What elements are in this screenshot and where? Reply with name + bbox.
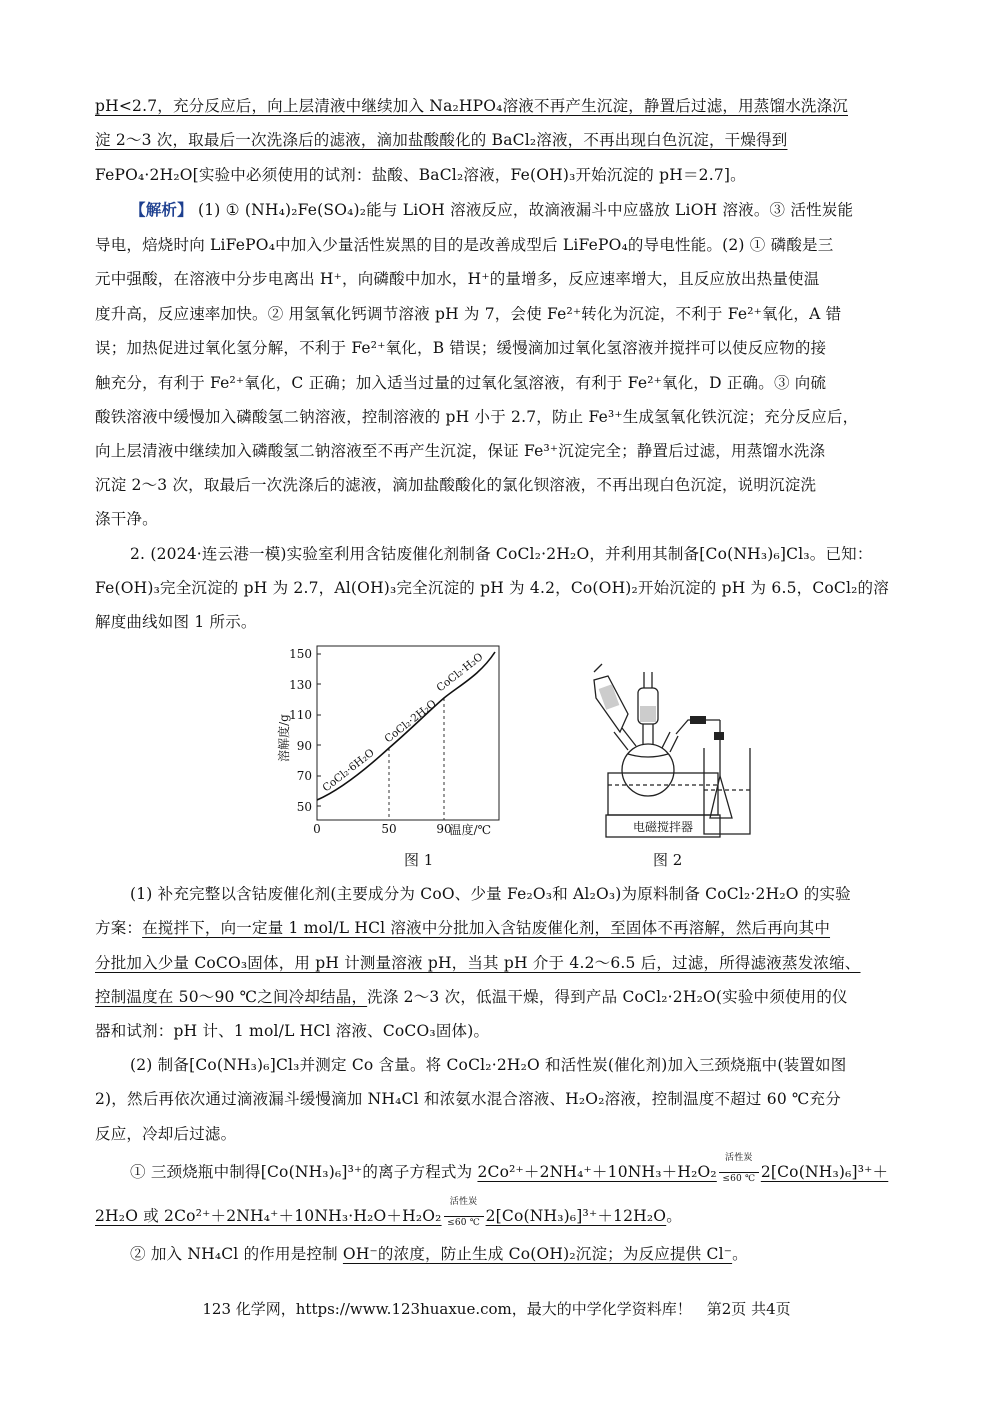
question-text: Fe(OH)₃完全沉淀的 pH 为 2.7，Al(OH)₃完全沉淀的 pH 为 4.2，Co(OH)₂开始沉淀的 pH 为 6.5，CoCl₂的溶 (95, 579, 889, 597)
analysis-text: 导电，焙烧时向 LiFePO₄中加入少量活性炭黑的目的是改善成型后 LiFePO₄的导电性能。(2) ① 磷酸是三 (95, 236, 834, 254)
answer-text: FePO₄·2H₂O[实验中必须使用的试剂：盐酸、BaCl₂溶液，Fe(OH)₃开始沉淀的 pH＝2.7]。 (95, 166, 746, 184)
y-tick: 50 (296, 800, 312, 814)
question-text: 2)，然后再依次通过滴液漏斗缓慢滴加 NH₄Cl 和浓氨水混合溶液、H₂O₂溶液，控制温度不超过 60 ℃充分 (95, 1090, 841, 1108)
question-text: ② 加入 NH₄Cl 的作用是控制 (130, 1245, 343, 1263)
answer-text: 在搅拌下，向一定量 1 mol/L HCl 溶液中分批加入含钴废催化剂，至固体不再溶解，然后再向其中 (142, 919, 831, 937)
question-text: (2) 制备[Co(NH₃)₆]Cl₃并测定 Co 含量。将 CoCl₂·2H₂O 和活性炭(催化剂)加入三颈烧瓶中(装置如图 (130, 1056, 847, 1074)
equation-text: 2[Co(NH₃)₆]³⁺＋ (760, 1163, 889, 1181)
analysis-text: 酸铁溶液中缓慢加入磷酸氢二钠溶液，控制溶液的 pH 小于 2.7，防止 Fe³⁺生成氢氧化铁沉淀；充分反应后， (95, 408, 859, 426)
answer-text: pH<2.7，充分反应后，向上层清液中继续加入 Na₂HPO₄溶液不再产生沉淀，静置后过滤，用蒸馏水洗涤沉 (95, 97, 848, 115)
solubility-chart (270, 640, 510, 840)
y-axis-label: 溶解度/g (277, 714, 291, 762)
question-text: 方案： (95, 919, 143, 937)
answer-text: 淀 2～3 次，取最后一次洗涤后的滤液，滴加盐酸酸化的 BaCl₂溶液，不再出现白色沉淀，干燥得到 (95, 131, 788, 149)
equation-text: 2H₂O 或 2Co²⁺＋2NH₄⁺＋10NH₃·H₂O＋H₂O₂ (95, 1207, 442, 1225)
answer-text: 分批加入少量 CoCO₃固体，用 pH 计测量溶液 pH，当其 pH 介于 4.2～6.5 后，过滤，所得滤液蒸发浓缩、 (95, 954, 861, 972)
question-text: 。 (732, 1245, 748, 1263)
reaction-condition: 活性炭 ≤60 ℃ (442, 1206, 486, 1226)
answer-text: 控制温度在 50～90 ℃之间冷却结晶， (95, 988, 368, 1006)
question-text: (1) 补充完整以含钴废催化剂(主要成分为 CoO、少量 Fe₂O₃和 Al₂O₃)为原料制备 CoCl₂·2H₂O 的实验 (130, 885, 851, 903)
y-tick: 130 (289, 678, 312, 692)
page-footer: 123 化学网，https://www.123huaxue.com，最大的中学化学资料库！ 第2页 共4页 (202, 1300, 791, 1318)
analysis-text: 沉淀 2～3 次，取最后一次洗涤后的滤液，滴加盐酸酸化的氯化钡溶液，不再出现白色沉淀，说明沉淀洗 (95, 476, 817, 494)
answer-text: OH⁻的浓度，防止生成 Co(OH)₂沉淀；为反应提供 Cl⁻ (342, 1245, 733, 1263)
x-tick: 0 (313, 822, 321, 836)
curve-label: CoCl₂·H₂O (434, 650, 486, 695)
x-tick: 50 (381, 822, 397, 836)
y-tick: 110 (289, 708, 312, 722)
reaction-condition: 活性炭 ≤60 ℃ (717, 1162, 761, 1182)
answer-text: 洗涤 2～3 次，低温干燥，得到产品 CoCl₂·2H₂O(实验中须使用的仪 (367, 988, 848, 1006)
y-tick: 90 (296, 739, 312, 753)
analysis-tag: 【解析】 (130, 200, 193, 219)
question-text: 解度曲线如图 1 所示。 (95, 613, 257, 631)
analysis-text: 触充分，有利于 Fe²⁺氧化，C 正确；加入适当过量的过氧化氢溶液，有利于 Fe²⁺氧化，D 正确。③ 向硫 (95, 374, 827, 392)
analysis-text: 度升高，反应速率加快。② 用氢氧化钙调节溶液 pH 为 7，会使 Fe²⁺转化为沉淀，不利于 Fe²⁺氧化，A 错 (95, 305, 842, 323)
question-text: 器和试剂：pH 计、1 mol/L HCl 溶液、CoCO₃固体)。 (95, 1022, 490, 1040)
analysis-text: 元中强酸，在溶液中分步电离出 H⁺，向磷酸中加水，H⁺的量增多，反应速率增大，且反应放出热量使温 (95, 270, 820, 288)
curve-label: CoCl₂·6H₂O (320, 746, 377, 795)
x-tick: 90 (436, 822, 452, 836)
x-axis-label: 温度/℃ (449, 823, 491, 837)
analysis-text: 涤干净。 (95, 510, 158, 528)
figure2-caption: 图 2 (653, 851, 683, 869)
apparatus-diagram (580, 658, 770, 840)
question-text: 。 (666, 1207, 682, 1225)
figure1-caption: 图 1 (404, 851, 434, 869)
curve-label: CoCl₂·2H₂O (382, 697, 439, 746)
y-tick: 70 (296, 769, 312, 783)
analysis-text: (1) ① (NH₄)₂Fe(SO₄)₂能与 LiOH 溶液反应，故滴液漏斗中应盛放 LiOH 溶液。③ 活性炭能 (197, 201, 854, 219)
question-text: 反应，冷却后过滤。 (95, 1125, 237, 1143)
equation-text: 2Co²⁺＋2NH₄⁺＋10NH₃＋H₂O₂ (477, 1163, 717, 1181)
analysis-text: 向上层清液中继续加入磷酸氢二钠溶液至不再产生沉淀，保证 Fe³⁺沉淀完全；静置后过滤，用蒸馏水洗涤 (95, 442, 826, 460)
question-text: ① 三颈烧瓶中制得[Co(NH₃)₆]³⁺的离子方程式为 (130, 1163, 473, 1181)
stirrer-label: 电磁搅拌器 (632, 820, 694, 834)
question-text: 2. (2024·连云港一模)实验室利用含钴废催化剂制备 CoCl₂·2H₂O，并利用其制备[Co(NH₃)₆]Cl₃。已知： (130, 545, 873, 563)
analysis-text: 误；加热促进过氧化氢分解，不利于 Fe²⁺氧化，B 错误；缓慢滴加过氧化氢溶液并搅拌可以使反应物的接 (95, 339, 827, 357)
equation-text: 2[Co(NH₃)₆]³⁺＋12H₂O (485, 1207, 667, 1225)
y-tick: 150 (289, 647, 312, 661)
